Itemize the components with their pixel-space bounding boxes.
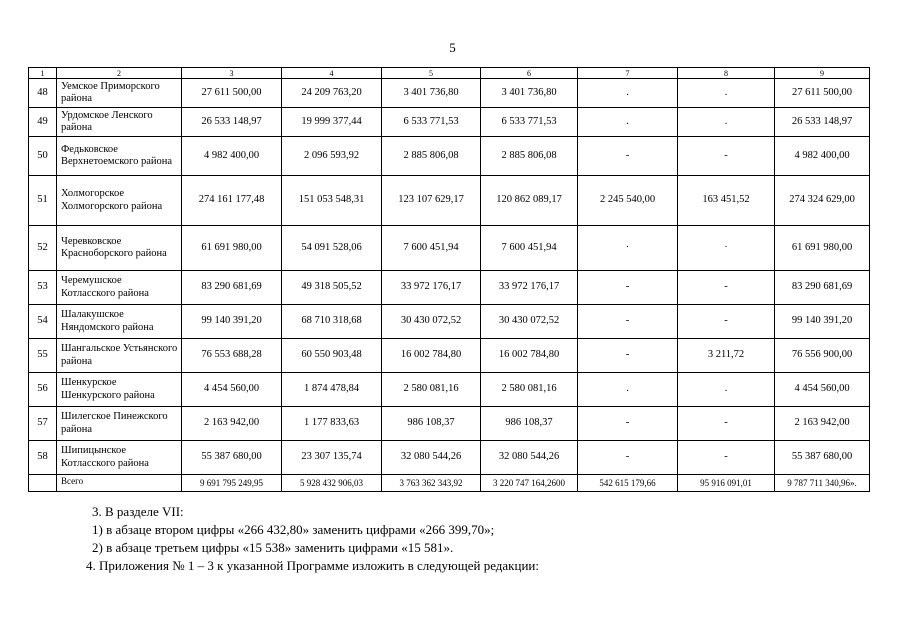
- table-row: [29, 137, 870, 176]
- value-col-6: 32 080 544,26: [481, 441, 578, 475]
- value-col-5: 2 580 081,16: [382, 373, 481, 407]
- municipality-name: Шилегское Пинежского района: [57, 407, 182, 441]
- table-body: [29, 68, 870, 492]
- table-row: [29, 108, 870, 137]
- value-col-8: 163 451,52: [678, 176, 775, 226]
- municipality-name: Уемское Приморского района: [57, 79, 182, 108]
- row-number: 58: [29, 441, 57, 475]
- table-row: [29, 407, 870, 441]
- table-row: [29, 226, 870, 271]
- row-number: 53: [29, 271, 57, 305]
- value-col-4: 60 550 903,48: [282, 339, 382, 373]
- value-col-3: 83 290 681,69: [182, 271, 282, 305]
- value-col-7: -: [578, 271, 678, 305]
- value-col-9: 99 140 391,20: [775, 305, 870, 339]
- value-col-6: 986 108,37: [481, 407, 578, 441]
- note-line: 4. Приложения № 1 – 3 к указанной Программе изложить в следующей редакции:: [86, 558, 539, 573]
- value-col-9: 76 556 900,00: [775, 339, 870, 373]
- value-col-3: 4 454 560,00: [182, 373, 282, 407]
- value-col-6: 33 972 176,17: [481, 271, 578, 305]
- row-number: 50: [29, 137, 57, 176]
- value-col-7: ·: [578, 226, 678, 271]
- value-col-5: 32 080 544,26: [382, 441, 481, 475]
- value-col-5: 16 002 784,80: [382, 339, 481, 373]
- value-col-8: -: [678, 407, 775, 441]
- value-col-7: -: [578, 441, 678, 475]
- column-number: 3: [182, 68, 282, 79]
- value-col-3: 274 161 177,48: [182, 176, 282, 226]
- municipality-name: Федьковское Верхнетоемского района: [57, 137, 182, 176]
- value-col-4: 54 091 528,06: [282, 226, 382, 271]
- value-col-6: 2 580 081,16: [481, 373, 578, 407]
- column-number: 9: [775, 68, 870, 79]
- value-col-8: -: [678, 441, 775, 475]
- value-col-3: 55 387 680,00: [182, 441, 282, 475]
- row-number: 49: [29, 108, 57, 137]
- value-col-4: 49 318 505,52: [282, 271, 382, 305]
- note-line: 1) в абзаце втором цифры «266 432,80» заменить цифрами «266 399,70»;: [92, 522, 495, 537]
- value-col-9: 26 533 148,97: [775, 108, 870, 137]
- column-number: 5: [382, 68, 481, 79]
- total-c4: 5 928 432 906,03: [282, 475, 382, 492]
- value-col-7: .: [578, 108, 678, 137]
- value-col-6: 2 885 806,08: [481, 137, 578, 176]
- value-col-8: .: [678, 108, 775, 137]
- municipality-name: Черемушское Котласского района: [57, 271, 182, 305]
- value-col-5: 2 885 806,08: [382, 137, 481, 176]
- value-col-7: -: [578, 137, 678, 176]
- value-col-3: 26 533 148,97: [182, 108, 282, 137]
- total-c6: 3 220 747 164,2600: [481, 475, 578, 492]
- value-col-9: 274 324 629,00: [775, 176, 870, 226]
- value-col-6: 120 862 089,17: [481, 176, 578, 226]
- value-col-5: 33 972 176,17: [382, 271, 481, 305]
- value-col-4: 1 874 478,84: [282, 373, 382, 407]
- row-number: 51: [29, 176, 57, 226]
- value-col-9: 55 387 680,00: [775, 441, 870, 475]
- municipality-name: Шенкурское Шенкурского района: [57, 373, 182, 407]
- value-col-6: 30 430 072,52: [481, 305, 578, 339]
- value-col-8: .: [678, 79, 775, 108]
- value-col-6: 3 401 736,80: [481, 79, 578, 108]
- value-col-7: -: [578, 339, 678, 373]
- column-number: 8: [678, 68, 775, 79]
- value-col-9: 4 982 400,00: [775, 137, 870, 176]
- row-number: 56: [29, 373, 57, 407]
- value-col-3: 61 691 980,00: [182, 226, 282, 271]
- value-col-5: 123 107 629,17: [382, 176, 481, 226]
- municipality-name: Холмогорское Холмогорского района: [57, 176, 182, 226]
- value-col-6: 7 600 451,94: [481, 226, 578, 271]
- column-number: 2: [57, 68, 182, 79]
- table-row: [29, 339, 870, 373]
- page-number: 5: [449, 40, 456, 55]
- municipality-name: Урдомское Ленского района: [57, 108, 182, 137]
- municipality-name: Шалакушское Няндомского района: [57, 305, 182, 339]
- row-number: 54: [29, 305, 57, 339]
- total-c9: 9 787 711 340,96».: [775, 475, 870, 492]
- value-col-4: 23 307 135,74: [282, 441, 382, 475]
- value-col-4: 1 177 833,63: [282, 407, 382, 441]
- column-number: 1: [29, 68, 57, 79]
- total-c3: 9 691 795 249,95: [182, 475, 282, 492]
- value-col-6: 6 533 771,53: [481, 108, 578, 137]
- value-col-4: 19 999 377,44: [282, 108, 382, 137]
- value-col-4: 151 053 548,31: [282, 176, 382, 226]
- value-col-5: 6 533 771,53: [382, 108, 481, 137]
- municipality-name: Шипицынское Котласского района: [57, 441, 182, 475]
- row-number: 48: [29, 79, 57, 108]
- value-col-7: -: [578, 407, 678, 441]
- value-col-8: -: [678, 271, 775, 305]
- value-col-5: 986 108,37: [382, 407, 481, 441]
- total-c8: 95 916 091,01: [678, 475, 775, 492]
- total-row: [29, 475, 870, 492]
- value-col-7: .: [578, 79, 678, 108]
- row-number: 52: [29, 226, 57, 271]
- value-col-8: -: [678, 137, 775, 176]
- value-col-9: 27 611 500,00: [775, 79, 870, 108]
- value-col-3: 27 611 500,00: [182, 79, 282, 108]
- value-col-4: 2 096 593,92: [282, 137, 382, 176]
- column-number-row: [29, 68, 870, 79]
- value-col-6: 16 002 784,80: [481, 339, 578, 373]
- municipality-name: Шангальское Устьянского района: [57, 339, 182, 373]
- table-row: [29, 79, 870, 108]
- value-col-3: 76 553 688,28: [182, 339, 282, 373]
- value-col-5: 3 401 736,80: [382, 79, 481, 108]
- value-col-8: -: [678, 305, 775, 339]
- note-line: 3. В разделе VII:: [92, 504, 184, 519]
- data-table: [28, 67, 870, 492]
- value-col-3: 4 982 400,00: [182, 137, 282, 176]
- value-col-4: 24 209 763,20: [282, 79, 382, 108]
- value-col-5: 7 600 451,94: [382, 226, 481, 271]
- municipality-name: Черевковское Красноборского района: [57, 226, 182, 271]
- value-col-8: 3 211,72: [678, 339, 775, 373]
- table-row: [29, 373, 870, 407]
- column-number: 4: [282, 68, 382, 79]
- row-number: 55: [29, 339, 57, 373]
- value-col-3: 99 140 391,20: [182, 305, 282, 339]
- amendment-notes: [86, 503, 539, 575]
- value-col-8: ·: [678, 226, 775, 271]
- note-line: 2) в абзаце третьем цифры «15 538» заменить цифрами «15 581».: [92, 540, 454, 555]
- value-col-4: 68 710 318,68: [282, 305, 382, 339]
- column-number: 7: [578, 68, 678, 79]
- table-row: [29, 441, 870, 475]
- table-row: [29, 305, 870, 339]
- value-col-3: 2 163 942,00: [182, 407, 282, 441]
- value-col-9: 61 691 980,00: [775, 226, 870, 271]
- value-col-7: -: [578, 305, 678, 339]
- column-number: 6: [481, 68, 578, 79]
- value-col-9: 83 290 681,69: [775, 271, 870, 305]
- total-c7: 542 615 179,66: [578, 475, 678, 492]
- value-col-5: 30 430 072,52: [382, 305, 481, 339]
- row-number: 57: [29, 407, 57, 441]
- total-c5: 3 763 362 343,92: [382, 475, 481, 492]
- value-col-9: 4 454 560,00: [775, 373, 870, 407]
- value-col-7: .: [578, 373, 678, 407]
- value-col-7: 2 245 540,00: [578, 176, 678, 226]
- table-row: [29, 271, 870, 305]
- value-col-9: 2 163 942,00: [775, 407, 870, 441]
- total-number-cell: [29, 475, 57, 492]
- table-row: [29, 176, 870, 226]
- value-col-8: .: [678, 373, 775, 407]
- total-label: Всего: [57, 475, 182, 492]
